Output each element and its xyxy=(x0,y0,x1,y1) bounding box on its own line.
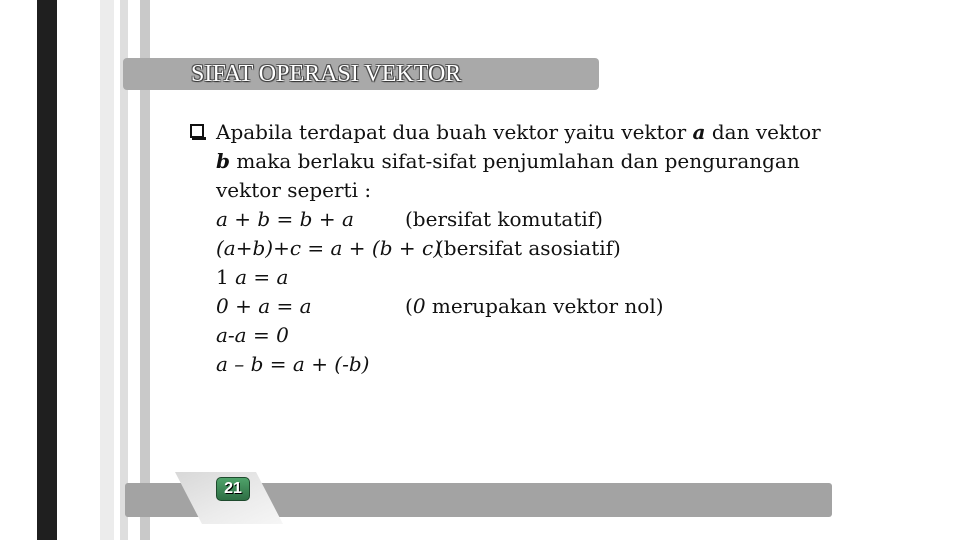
intro-text-part: dan vektor xyxy=(705,120,821,144)
property-row xyxy=(216,321,830,350)
property-row xyxy=(216,205,830,234)
property-row xyxy=(216,263,830,292)
property-list xyxy=(190,205,830,379)
property-formula: 0 + a = a xyxy=(216,294,312,318)
formula-text: a = a xyxy=(235,265,289,289)
property-note: (bersifat komutatif) xyxy=(405,207,603,231)
property-row xyxy=(216,350,830,379)
vector-a: a xyxy=(692,120,706,144)
note-part: ( xyxy=(405,294,413,318)
slide-title: SIFAT OPERASI VEKTOR xyxy=(191,61,462,87)
note-zero: 0 xyxy=(412,294,426,318)
property-note xyxy=(405,292,664,321)
decorative-stripe-light xyxy=(100,0,114,540)
formula-number: 1 xyxy=(216,265,236,289)
page-number-badge: 21 xyxy=(216,477,250,501)
note-part: merupakan vektor nol) xyxy=(425,294,664,318)
property-formula: a-a = 0 xyxy=(216,323,289,347)
property-formula xyxy=(216,234,441,263)
intro-text xyxy=(216,118,830,205)
property-row xyxy=(216,292,830,321)
formula-text: (a+b)+c = a + (b + c) xyxy=(216,236,441,260)
bullet-paragraph xyxy=(190,118,830,205)
property-note: (bersifat asosiatif) xyxy=(436,236,621,260)
property-row xyxy=(216,234,830,263)
property-formula: a – b = a + (-b) xyxy=(216,352,370,376)
property-formula: a + b = b + a xyxy=(216,207,354,231)
intro-text-part: maka berlaku sifat-sifat penjumlahan dan pengurangan vektor seperti : xyxy=(216,149,800,202)
checkbox-bullet-icon xyxy=(190,124,204,138)
vector-b: b xyxy=(216,149,230,173)
property-formula xyxy=(216,263,288,292)
slide-content xyxy=(190,118,830,379)
intro-text-part: Apabila terdapat dua buah vektor yaitu vektor xyxy=(216,120,693,144)
decorative-stripe-dark xyxy=(37,0,57,540)
